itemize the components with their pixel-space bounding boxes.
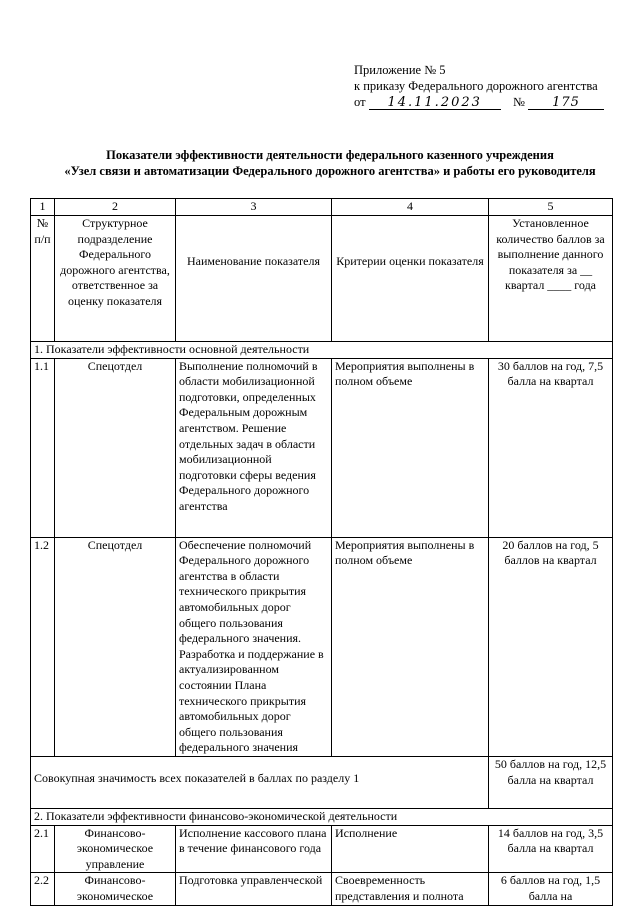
table-row xyxy=(31,358,613,537)
appendix-date-number xyxy=(354,94,624,110)
header-dept: Структурное подразделение Федерального дорожного агентства, ответственное за оценку показателя xyxy=(55,216,176,342)
row-num: 2.1 xyxy=(31,825,55,873)
header-points: Установленное количество баллов за выполнение данного показателя за __ квартал ____ года xyxy=(489,216,613,342)
col-number-3: 3 xyxy=(176,199,332,216)
document-title-line1: Показатели эффективности деятельности федерального казенного учреждения xyxy=(106,148,554,162)
appendix-order-ref: к приказу Федерального дорожного агентства xyxy=(354,79,598,93)
table-row xyxy=(31,873,613,906)
header-criteria: Критерии оценки показателя xyxy=(332,216,489,342)
section-1-total-points: 50 баллов на год, 12,5 балла на квартал xyxy=(489,756,613,808)
col-number-4: 4 xyxy=(332,199,489,216)
row-num: 1.2 xyxy=(31,537,55,756)
row-dept: Спецотдел xyxy=(55,537,176,756)
section-2-row xyxy=(31,808,613,825)
section-2-title: 2. Показатели эффективности финансово-экономической деятельности xyxy=(31,808,613,825)
handwritten-number: 175 xyxy=(528,96,604,110)
row-criteria: Мероприятия выполнены в полном объеме xyxy=(332,358,489,537)
row-dept: Финансово-экономическое xyxy=(55,873,176,906)
section-1-row xyxy=(31,342,613,359)
document-title xyxy=(40,147,620,179)
row-dept: Финансово-экономическое управление xyxy=(55,825,176,873)
header-row xyxy=(31,216,613,342)
row-criteria: Исполнение xyxy=(332,825,489,873)
row-num: 2.2 xyxy=(31,873,55,906)
number-label: № xyxy=(512,95,525,109)
row-criteria: Мероприятия выполнены в полном объеме xyxy=(332,537,489,756)
row-criteria: Своевременность представления и полнота xyxy=(332,873,489,906)
row-dept: Спецотдел xyxy=(55,358,176,537)
handwritten-date: 14.11.2023 xyxy=(369,96,501,110)
col-number-5: 5 xyxy=(489,199,613,216)
table-row xyxy=(31,537,613,756)
row-num: 1.1 xyxy=(31,358,55,537)
indicators-table xyxy=(30,198,613,906)
header-name: Наименование показателя xyxy=(176,216,332,342)
row-name: Исполнение кассового плана в течение финансового года xyxy=(176,825,332,873)
table-row xyxy=(31,825,613,873)
section-1-total-label: Совокупная значимость всех показателей в баллах по разделу 1 xyxy=(31,756,489,808)
date-label: от xyxy=(354,95,366,109)
row-points: 30 баллов на год, 7,5 балла на квартал xyxy=(489,358,613,537)
row-name: Подготовка управленческой xyxy=(176,873,332,906)
row-points: 6 баллов на год, 1,5 балла на xyxy=(489,873,613,906)
header-num: № п/п xyxy=(31,216,55,342)
section-1-total-row xyxy=(31,756,613,808)
appendix-block xyxy=(354,62,624,110)
row-name: Обеспечение полномочий Федерального дорожного агентства в области технического прикрытия автомобильных дорог общего пользования федерального значения. Разработка и поддержание в актуализированном состоянии Плана технического прикрытия автомобильных дорог общего пользования федерального значения xyxy=(176,537,332,756)
row-points: 14 баллов на год, 3,5 балла на квартал xyxy=(489,825,613,873)
document-title-line2: «Узел связи и автоматизации Федерального дорожного агентства» и работы его руководителя xyxy=(64,164,596,178)
column-number-row xyxy=(31,199,613,216)
col-number-1: 1 xyxy=(31,199,55,216)
row-points: 20 баллов на год, 5 баллов на квартал xyxy=(489,537,613,756)
section-1-title: 1. Показатели эффективности основной деятельности xyxy=(31,342,613,359)
col-number-2: 2 xyxy=(55,199,176,216)
appendix-title: Приложение № 5 xyxy=(354,63,446,77)
row-name: Выполнение полномочий в области мобилизационной подготовки, определенных Федеральным дорожным агентством. Решение отдельных задач в области мобилизационной подготовки сферы ведения Федерального дорожного агентства xyxy=(176,358,332,537)
